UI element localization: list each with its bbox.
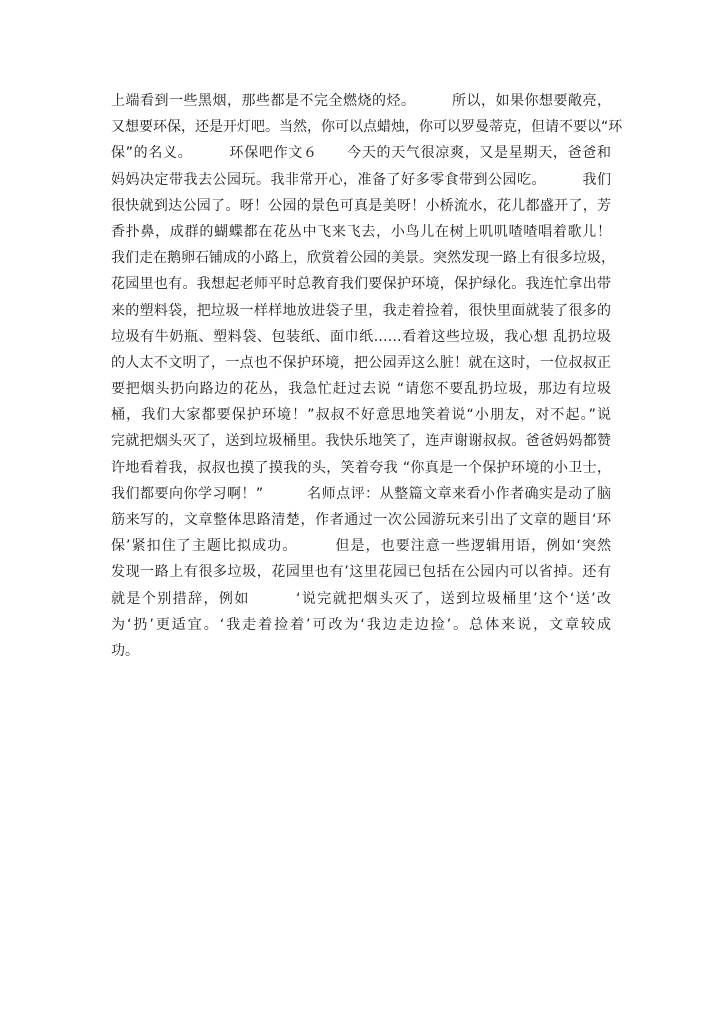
body-text <box>111 88 623 664</box>
text-line: 上端看到一些黑烟，那些都是不完全燃烧的烃。 所以，如果你想要敞亮， <box>111 93 611 109</box>
text-line: 功。 <box>111 642 139 659</box>
text-line: 花园里也有。我想起老师平时总教育我们要保护环境，保护绿化。我连忙拿出带 <box>111 276 611 293</box>
text-line: 发现一路上有很多垃圾，花园里也有’这里花园已包括在公园内可以省掉。还有 <box>111 564 611 581</box>
text-line: 许地看着我，叔叔也摸了摸我的头，笑着夸我 “你真是一个保护环境的小卫士， <box>111 459 611 476</box>
text-line: 很快就到达公园了。呀！公园的景色可真是美呀！小桥流水，花儿都盛开了，芳 <box>111 197 611 214</box>
text-line: 香扑鼻，成群的蝴蝶都在花丛中飞来飞去，小鸟儿在树上叽叽喳喳唱着歌儿！ <box>111 223 611 240</box>
text-line: 为‘扔’更适宜。‘我走着捡着’可改为‘我边走边捡’。总体来说，文章较成 <box>111 616 611 633</box>
text-line: 就是个别措辞，例如 ‘说完就把烟头灭了，送到垃圾桶里’这个‘送’改 <box>111 590 611 607</box>
text-line: 筋来写的，文章整体思路清楚，作者通过一次公园游玩来引出了文章的题目‘环 <box>111 512 611 528</box>
text-line: 要把烟头扔向路边的花丛，我急忙赶过去说 “请您不要乱扔垃圾，那边有垃圾 <box>111 381 611 398</box>
text-line: 垃圾有牛奶瓶、塑料袋、包装纸、面巾纸……看着这些垃圾，我心想 乱扔垃圾 <box>111 328 611 345</box>
text-line: 妈妈决定带我去公园玩。我非常开心，准备了好多零食带到公园吃。 我们 <box>111 171 611 188</box>
text-line: 保’紧扣住了主题比拟成功。 但是，也要注意一些逻辑用语，例如‘突然 <box>111 538 611 555</box>
text-line: 保”的名义。 环保吧作文６ 今天的天气很凉爽，又是星期天，爸爸和 <box>111 145 611 162</box>
text-line: 的人太不文明了，一点也不保护环境，把公园弄这么脏！就在这时，一位叔叔正 <box>111 354 611 371</box>
text-line: 我们都要向你学习啊！” 名师点评：从整篇文章来看小作者确实是动了脑 <box>111 485 611 502</box>
text-line: 桶，我们大家都要保护环境！”叔叔不好意思地笑着说“小朋友，对不起。”说 <box>111 407 611 424</box>
text-line: 我们走在鹅卵石铺成的小路上，欣赏着公园的美景。突然发现一路上有很多垃圾， <box>111 250 615 267</box>
text-line: 完就把烟头灭了，送到垃圾桶里。我快乐地笑了，连声谢谢叔叔。爸爸妈妈都赞 <box>111 433 611 450</box>
text-line: 又想要环保，还是开灯吧。当然，你可以点蜡烛，你可以罗曼蒂克，但请不要以“环 <box>111 119 623 136</box>
text-line: 来的塑料袋，把垃圾一样样地放进袋子里，我走着捡着，很快里面就装了很多的 <box>111 302 611 319</box>
